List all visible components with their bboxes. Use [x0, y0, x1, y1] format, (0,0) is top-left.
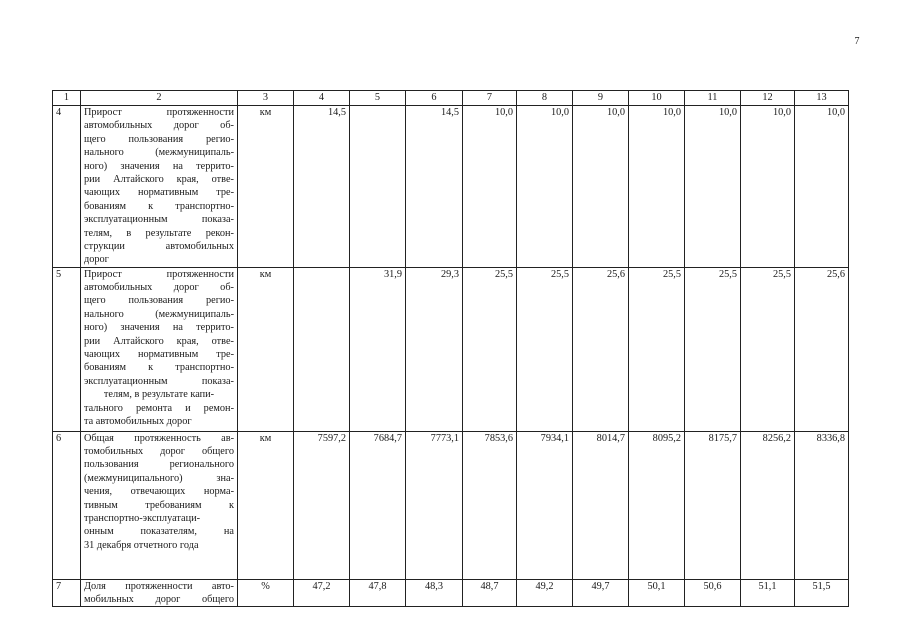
value-cell: 25,6: [795, 267, 849, 431]
row-number: 7: [53, 579, 81, 607]
value-cell: 49,2: [517, 579, 573, 607]
value-cell: 31,9: [350, 267, 406, 431]
table-row: [53, 267, 849, 431]
header-cell: 12: [741, 91, 795, 106]
indicator-name-line: бованиям к транспортно-: [84, 362, 234, 374]
value-cell: 50,1: [629, 579, 685, 607]
indicator-name-line: чающих нормативным тре-: [84, 349, 234, 361]
table-header-row: [53, 91, 849, 106]
table-row: [53, 431, 849, 579]
indicator-name-line: та автомобильных дорог: [84, 415, 192, 427]
header-cell: 10: [629, 91, 685, 106]
header-cell: 13: [795, 91, 849, 106]
value-cell: 10,0: [685, 106, 741, 268]
indicator-name-line: чающих нормативным тре-: [84, 187, 234, 199]
unit-cell: км: [238, 106, 294, 268]
value-cell: 51,1: [741, 579, 795, 607]
value-cell: 7597,2: [294, 431, 350, 579]
value-cell: 7934,1: [517, 431, 573, 579]
indicator-name: [81, 579, 238, 607]
header-cell: 7: [463, 91, 517, 106]
unit-cell: км: [238, 267, 294, 431]
indicator-name-line: струкции автомобильных: [84, 240, 234, 252]
indicator-name-line: мобильных дорог общего: [84, 594, 234, 606]
value-cell: 25,5: [517, 267, 573, 431]
indicator-name-line: щего пользования регио-: [84, 133, 234, 145]
indicator-name-line: чения, отвечающих норма-: [84, 486, 234, 498]
header-cell: 9: [573, 91, 629, 106]
indicator-name-line: томобильных дорог общего: [84, 446, 234, 458]
value-cell: 47,2: [294, 579, 350, 607]
value-cell: 8256,2: [741, 431, 795, 579]
value-cell: 49,7: [573, 579, 629, 607]
indicator-name-line: нального (межмуниципаль-: [84, 308, 234, 320]
row-number: 4: [53, 106, 81, 268]
value-cell: 10,0: [741, 106, 795, 268]
value-cell: 8095,2: [629, 431, 685, 579]
indicator-name-line: (межмуниципального) зна-: [84, 472, 234, 484]
value-cell: 8336,8: [795, 431, 849, 579]
indicator-name-line: Прирост протяженности: [84, 268, 234, 280]
indicator-name-line: телям, в результате рекон-: [84, 227, 234, 239]
indicator-name-line: автомобильных дорог об-: [84, 120, 234, 132]
value-cell: [350, 106, 406, 268]
table-row: [53, 106, 849, 268]
indicator-name-line: телям, в результате капи-: [103, 389, 215, 401]
header-cell: 5: [350, 91, 406, 106]
indicator-name-line: Прирост протяженности: [84, 107, 234, 118]
value-cell: [294, 267, 350, 431]
indicator-name-line: эксплуатационным показа-: [84, 214, 234, 226]
table-row: [53, 579, 849, 607]
row-number: 5: [53, 267, 81, 431]
indicator-name-line: Общая протяженность ав-: [84, 432, 234, 444]
value-cell: 10,0: [629, 106, 685, 268]
indicator-name-line: тивным требованиям к: [84, 499, 234, 511]
indicator-name: [81, 106, 238, 268]
value-cell: 25,6: [573, 267, 629, 431]
indicator-name-line: онным показателям, на: [84, 526, 234, 538]
indicator-name-line: эксплуатационным показа-: [84, 375, 234, 387]
value-cell: 10,0: [517, 106, 573, 268]
value-cell: 29,3: [406, 267, 463, 431]
indicator-name-line: транспортно-эксплуатаци-: [84, 513, 201, 525]
header-cell: 1: [53, 91, 81, 106]
value-cell: 48,3: [406, 579, 463, 607]
indicator-name: [81, 431, 238, 579]
value-cell: 7684,7: [350, 431, 406, 579]
indicator-name-line: рии Алтайского края, отве-: [84, 173, 234, 185]
indicator-name-line: щего пользования регио-: [84, 295, 234, 307]
value-cell: 50,6: [685, 579, 741, 607]
indicator-name: [81, 267, 238, 431]
value-cell: 8014,7: [573, 431, 629, 579]
value-cell: 7773,1: [406, 431, 463, 579]
indicator-name-line: ного) значения на террито-: [84, 322, 234, 334]
value-cell: 10,0: [795, 106, 849, 268]
value-cell: 25,5: [685, 267, 741, 431]
value-cell: 14,5: [406, 106, 463, 268]
indicator-name-line: Доля протяженности авто-: [84, 580, 234, 592]
value-cell: 25,5: [463, 267, 517, 431]
value-cell: 25,5: [629, 267, 685, 431]
value-cell: 47,8: [350, 579, 406, 607]
value-cell: 25,5: [741, 267, 795, 431]
indicator-name-line: ного) значения на террито-: [84, 160, 234, 172]
header-cell: 2: [81, 91, 238, 106]
indicator-name-line: тального ремонта и ремон-: [84, 402, 234, 414]
value-cell: 7853,6: [463, 431, 517, 579]
indicator-name-line: бованиям к транспортно-: [84, 200, 234, 212]
indicator-name-line: автомобильных дорог об-: [84, 282, 234, 294]
header-cell: 8: [517, 91, 573, 106]
value-cell: 10,0: [463, 106, 517, 268]
page-number: 7: [854, 36, 860, 47]
value-cell: 51,5: [795, 579, 849, 607]
header-cell: 11: [685, 91, 741, 106]
header-cell: 3: [238, 91, 294, 106]
unit-cell: %: [238, 579, 294, 607]
indicator-name-line: пользования регионального: [84, 459, 234, 471]
indicators-table: [52, 90, 849, 607]
value-cell: 48,7: [463, 579, 517, 607]
value-cell: 8175,7: [685, 431, 741, 579]
value-cell: 10,0: [573, 106, 629, 268]
indicator-name-line: дорог: [84, 254, 109, 266]
value-cell: 14,5: [294, 106, 350, 268]
unit-cell: км: [238, 431, 294, 579]
row-number: 6: [53, 431, 81, 579]
indicator-name-line: 31 декабря отчетного года: [84, 539, 199, 551]
indicator-name-line: рии Алтайского края, отве-: [84, 335, 234, 347]
indicator-name-line: нального (межмуниципаль-: [84, 147, 234, 159]
header-cell: 4: [294, 91, 350, 106]
header-cell: 6: [406, 91, 463, 106]
